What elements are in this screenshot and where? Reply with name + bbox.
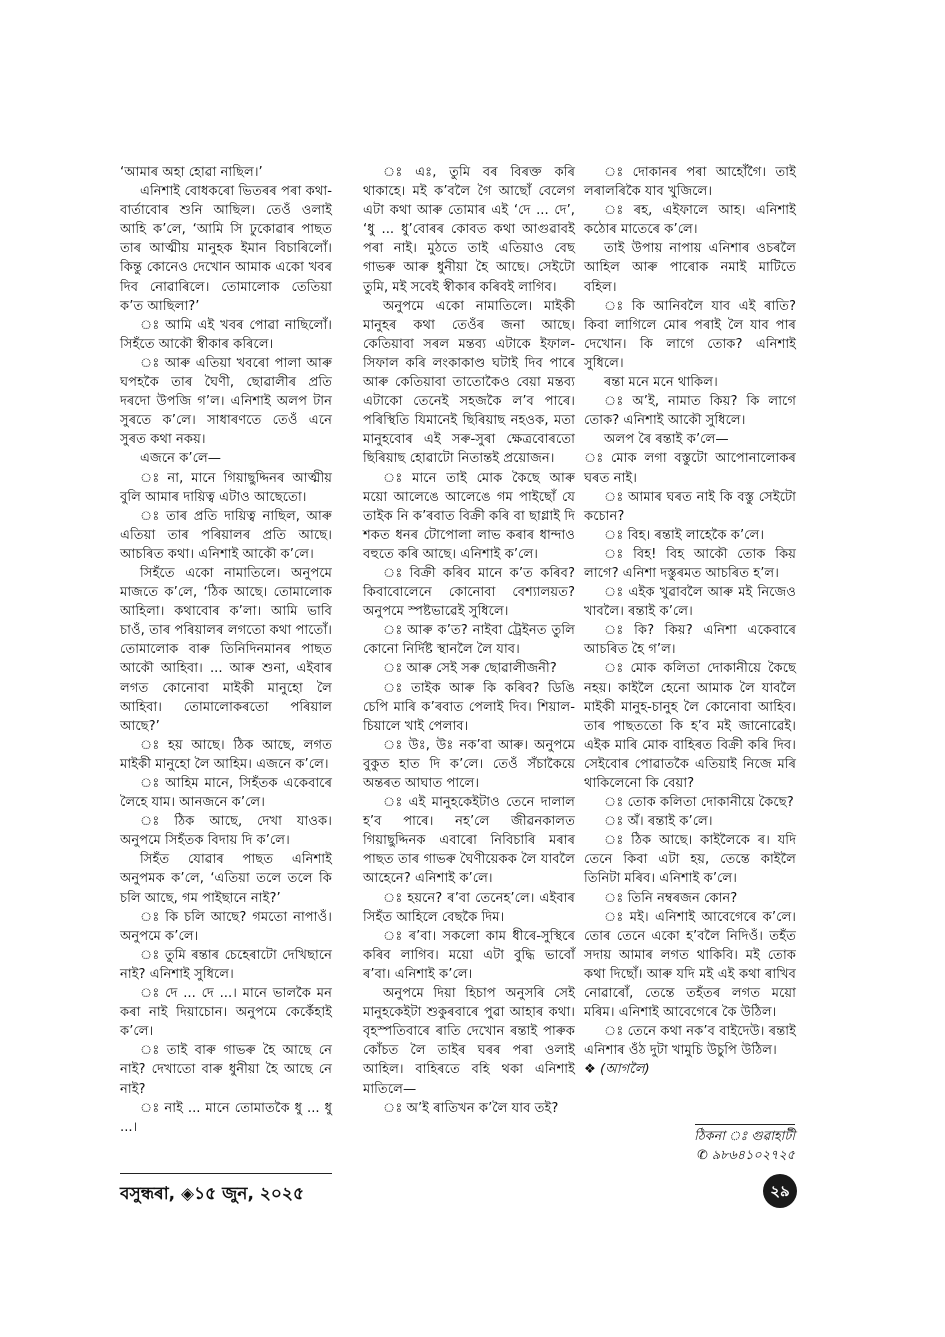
column-1-paragraph: এনিশাই বোধকৰো ভিতৰৰ পৰা কথা-বাৰ্তাবোৰ শুনি আছিল। তেওঁ ওলাই আহি ক’লে, ‘আমি সি ঢুকোৱাৰ পাছত তাৰ আত্মীয় মানুহক ইমান বিচাৰিলোঁ। কিন্তু কোনেও দেখোন আমাক একো খবৰ দিব নোৱাৰিলে। তোমালোক তেতিয়া ক’ত আছিলা?’ [120,184,332,314]
column-1-paragraph: সিহঁত যোৱাৰ পাছত এনিশাই অনুপমক ক’লে, ‘এতিয়া তলে তলে কি চলি আছে, গম পাইছানে নাই?’ [120,852,332,906]
column-2-paragraph: ঃ বিক্ৰী কৰিব মানে ক’ত কৰিব? কিবাবোলেনে কোনোবা বেশ্যালয়ত? অনুপমে স্পষ্টভাৱেই সুধিলে। [363,565,575,620]
magazine-masthead: বসুন্ধৰা, ◈১৫ জুন, ২০২৫ [120,1184,305,1204]
author-credit [694,1124,795,1165]
column-1 [120,163,332,1137]
column-3-paragraph: ঃ অ’ই, নামাত কিয়? কি লাগে তোক? এনিশাই আকৌ সুধিলে। [584,394,796,429]
column-2 [363,163,575,1118]
column-2-paragraph: অনুপমে দিয়া হিচাপ অনুসৰি সেই মানুহকেইটা শুকুৰবাৰে পুৱা আহাৰ কথা। বৃহস্পতিবাৰে ৰাতি দেখোন ৰন্তাই পাৰুক কোঁচত লৈ তাইৰ ঘৰৰ পৰা ওলাই আহিল। বাহিৰতে বহি থকা এনিশাই মাতিলে— [363,986,575,1097]
column-3-paragraph: ঃ কি? কিয়? এনিশা একেবাৰে আচৰিত হৈ গ’ল। [584,623,796,658]
column-1-paragraph: ঃ আমি এই খবৰ পোৱা নাছিলোঁ। সিহঁতে আকৌ স্বীকাৰ কৰিলে। [120,317,332,352]
column-3-paragraph: তাই উপায় নাপায় এনিশাৰ ওচৰলৈ আহিল আৰু পাৰোক নমাই মাটিতে বহিল। [584,241,796,295]
column-2-paragraph: ঃ এঃ, তুমি বৰ বিৰক্ত কৰি থাকাহে। মই ক’বলৈ গৈ আছোঁ বেলেগ এটা কথা আৰু তোমাৰ এই ‘দে ... দে’, ‘ধু ... ধু’বোৰৰ কোবত কথা আগুৱাবই পৰা নাই। মুঠতে তাই এতিয়াও বেছ গাভৰু আৰু ধুনীয়া হৈ আছে। সেইটো তুমি, মই সবেই স্বীকাৰ কৰিবই লাগিব। [363,165,575,295]
column-1-paragraph: ঃ হয় আছে। ঠিক আছে, লগত মাইকী মানুহো লৈ আহিম। এজনে ক’লে। [120,737,332,772]
column-1-paragraph: ঃ তুমি ৰন্তাৰ চেহেৰাটো দেখিছানে নাই? এনিশাই সুধিলে। [120,947,332,982]
column-2-paragraph: ঃ উঃ, উঃ নক’বা আৰু। অনুপমে বুকুত হাত দি ক’লে। তেওঁ সঁচাকৈয়ে অন্তৰত আঘাত পালে। [363,737,575,791]
column-1-paragraph: সিহঁতে একো নামাতিলে। অনুপমে মাজতে ক’লে, ‘ঠিক আছে। তোমালোক আহিলা। কথাবোৰ ক’লা। আমি ভাবি চাওঁ, তাৰ পৰিয়ালৰ লগতো কথা পাতোঁ। তোমালোক বাৰু তিনিদিনমানৰ পাছত আকৌ আহিবা। ... আৰু শুনা, এইবাৰ লগত কোনোবা মাইকী মানুহো লৈ আহিবা। তোমালোকৰতো পৰিয়াল আছে?’ [120,565,332,734]
column-1-paragraph: ঃ তাৰ প্ৰতি দায়িত্ব নাছিল, আৰু এতিয়া তাৰ পৰিয়ালৰ প্ৰতি আছে। আচৰিত কথা। এনিশাই আকৌ ক’লে। [120,508,332,562]
column-1-paragraph: ‘আমাৰ অহা হোৱা নাছিল।’ [120,165,263,180]
column-1-paragraph: ঃ ঠিক আছে, দেখা যাওক। অনুপমে সিহঁতক বিদায় দি ক’লে। [120,814,332,849]
column-3-paragraph: অলপ ৰৈ ৰন্তাই ক’লে— [604,432,729,448]
column-3-paragraph: ঃ বিহ! বিহ আকৌ তোক কিয় লাগে? এনিশা দস্তুৰমত আচৰিত হ’ল। [584,546,796,581]
column-1-paragraph: এজনে ক’লে— [140,451,221,467]
column-1-paragraph: ঃ কি চলি আছে? গমতো নাপাওঁ। অনুপমে ক’লে। [120,909,332,944]
column-1-paragraph: ঃ দে ... দে ...। মানে ভালকৈ মন কৰা নাই দিয়াচোন। অনুপমে কেৰ্কেঁহাই ক’লে। [120,986,332,1040]
column-3-paragraph: ঃ এইক খুৱাবলৈ আৰু মই নিজেও খাবলৈ। ৰন্তাই ক’লে। [584,585,796,620]
column-3-paragraph: ঃ মই। এনিশাই আবেগেৰে ক’লে। তোৰ তেনে একো হ’বলৈ নিদিওঁ। তহঁত সদায় আমাৰ লগত থাকিবি। মই তোক কথা দিছোঁ। আৰু যদি মই এই কথা ৰাখিব নোৱাৰোঁ, তেন্তে তহঁতৰ লগত ময়ো মৰিম। এনিশাই আবেগেৰে কৈ উঠিল। [584,909,796,1021]
column-3-paragraph: ঃ ৰহ, এইফালে আহ। এনিশাই কঠোৰ মাতেৰে ক’লে। [584,203,796,238]
column-2-paragraph: ঃ অ’ই ৰাতিখন ক’লৈ যাব তই? [383,1100,559,1116]
column-3-paragraph: ঃ ঠিক আছে। কাইলৈকে ৰ। যদি তেনে কিবা এটা হয়, তেন্তে কাইলৈ তিনিটা মৰিব। এনিশাই ক’লে। [584,833,796,887]
column-2-paragraph: অনুপমে একো নামাতিলে। মাইকী মানুহৰ কথা তেওঁৰ জনা আছে। কেতিয়াবা সৰল মন্তব্য এটাকে ইফাল-সিফাল কৰি লংকাকাণ্ড ঘটাই দিব পাৰে আৰু কেতিয়াবা তাতোকৈও বেয়া মন্তব্য এটাকো তেনেই সহজকৈ ল’ব পাৰে। পৰিস্থিতি যিমানেই ছিৰিয়াছ নহওক, মতা মানুহবোৰ এই সৰু-সুৰা ক্ষেত্ৰবোৰতো ছিৰিয়াছ হোৱাটো নিতান্তই প্ৰয়োজন। [363,298,575,467]
column-2-paragraph: ঃ মানে তাই মোক কৈছে আৰু ময়ো আলেঙে আলেঙে গম পাইছোঁ যে তাইক নি ক’ৰবাত বিক্ৰী কৰি বা ছাগ্লাই দি শকত ধনৰ টোপোলা লাভ কৰাৰ ধান্দাও বহুতে কৰি আছে। এনিশাই ক’লে। [363,470,575,562]
column-3-paragraph: ঃ কি আনিবলৈ যাব এই ৰাতি? কিবা লাগিলে মোৰ পৰাই লৈ যাব পাৰ দেখোন। কি লাগে তোক? এনিশাই সুধিলে। [584,298,796,371]
column-1-paragraph: ঃ নাই ... মানে তোমাতকৈ ধু ... ধু ...। [120,1100,332,1135]
column-3-paragraph: ৰন্তা মনে মনে থাকিল। [604,375,718,391]
column-1-paragraph: ঃ আহিম মানে, সিহঁতক একেবাৰে লৈহে যাম। আনজনে ক’লে। [120,776,332,811]
to-be-continued-mark: ❖ (আগলৈ) [584,1062,650,1078]
credit-rule [695,1124,795,1125]
column-3-paragraph: ঃ মোক লগা বস্তুটো আপোনালোকৰ ঘৰত নাই। [584,451,796,486]
column-3-paragraph: ঃ মোক কলিতা দোকানীয়ে কৈছে নহয়। কাইলৈ হেনো আমাক লৈ যাবলৈ মাইকী মানুহ-চানুহ লৈ কোনোবা আহিব। তাৰ পাছততো কি হ’ব মই জানোৱেই। এইক মাৰি মোক বাহিৰত বিক্ৰী কৰি দিব। সেইবোৰ পোৱাতকৈ এতিয়াই নিজে মৰি থাকিলেনো কি বেয়া? [584,661,796,791]
column-2-paragraph: ঃ এই মানুহকেইটাও তেনে দালাল হ’ব পাৰে। নহ’লে জীৱনকালত গিয়াছুদ্দিনক এবাৰো নিবিচাৰি মৰাৰ পাছত তাৰ গাভৰু ঘৈণীয়েকক লৈ যাবলৈ আহেনে? এনিশাই ক’লে। [363,795,575,887]
column-3-paragraph: ঃ অঁ। ৰন্তাই ক’লে। [604,814,713,830]
column-3-paragraph: ঃ তেনে কথা নক’ব বাইদেউ। ৰন্তাই এনিশাৰ ওঁঠ দুটা খামুচি উচুপি উঠিল। [584,1024,796,1059]
column-2-paragraph: ঃ আৰু সেই সৰু ছোৱালীজনী? [383,661,557,677]
column-3-paragraph: ঃ বিহ। ৰন্তাই লাহেকৈ ক’লে। [604,527,765,543]
column-3-paragraph: ঃ তোক কলিতা দোকানীয়ে কৈছে? [604,795,794,811]
column-2-paragraph: ঃ তাইক আৰু কি কৰিব? ডিঙি চেপি মাৰি ক’ৰবাত পেলাই দিব। শিয়াল-চিয়ালে খাই পেলাব। [363,680,575,734]
column-3 [584,163,796,1080]
column-3-paragraph: ঃ আমাৰ ঘৰত নাই কি বস্তু সেইটো কচোন? [584,489,796,524]
credit-phone: ✆ ৯৮৬৪১০২৭২৫ [697,1148,795,1163]
column-2-paragraph: ঃ হয়নে? ৰ’বা তেনেহ’লে। এইবাৰ সিহঁত আহিলে বেছকৈ দিম। [363,890,575,925]
column-2-paragraph: ঃ আৰু ক’ত? নাইবা ট্ৰেইনত তুলি কোনো নিৰ্দিষ্ট স্থানলৈ লৈ যাব। [363,623,575,658]
column-3-paragraph: ঃ দোকানৰ পৰা আহোঁগৈ। তাই লৰালৰিকৈ যাব খুজিলে। [584,165,796,200]
footer-rule [120,1173,332,1174]
column-1-paragraph: ঃ না, মানে গিয়াছুদ্দিনৰ আত্মীয় বুলি আমাৰ দায়িত্ব এটাও আছেতো। [120,470,332,505]
column-2-paragraph: ঃ ৰ’বা। সকলো কাম ধীৰে-সুস্থিৰে কৰিব লাগিব। ময়ো এটা বুদ্ধি ভাবোঁ ৰ’বা। এনিশাই ক’লে। [363,928,575,982]
credit-address: ঠিকনা ঃ গুৱাহাটী [694,1129,795,1144]
column-1-paragraph: ঃ তাই বাৰু গাভৰু হৈ আছে নে নাই? দেখাতো বাৰু ধুনীয়া হৈ আছে নে নাই? [120,1043,332,1097]
page-number-badge: ২৯ [763,1174,797,1208]
column-1-paragraph: ঃ আৰু এতিয়া খবৰো পালা আৰু ঘপহকৈ তাৰ ঘৈণী, ছোৱালীৰ প্ৰতি দৰদো উপজি গ’ল। এনিশাই অলপ টান সুৰতে ক’লে। সাধাৰণতে তেওঁ এনে সুৰত কথা নকয়। [120,355,332,448]
column-3-paragraph: ঃ তিনি নম্বৰজন কোন? [604,890,738,906]
